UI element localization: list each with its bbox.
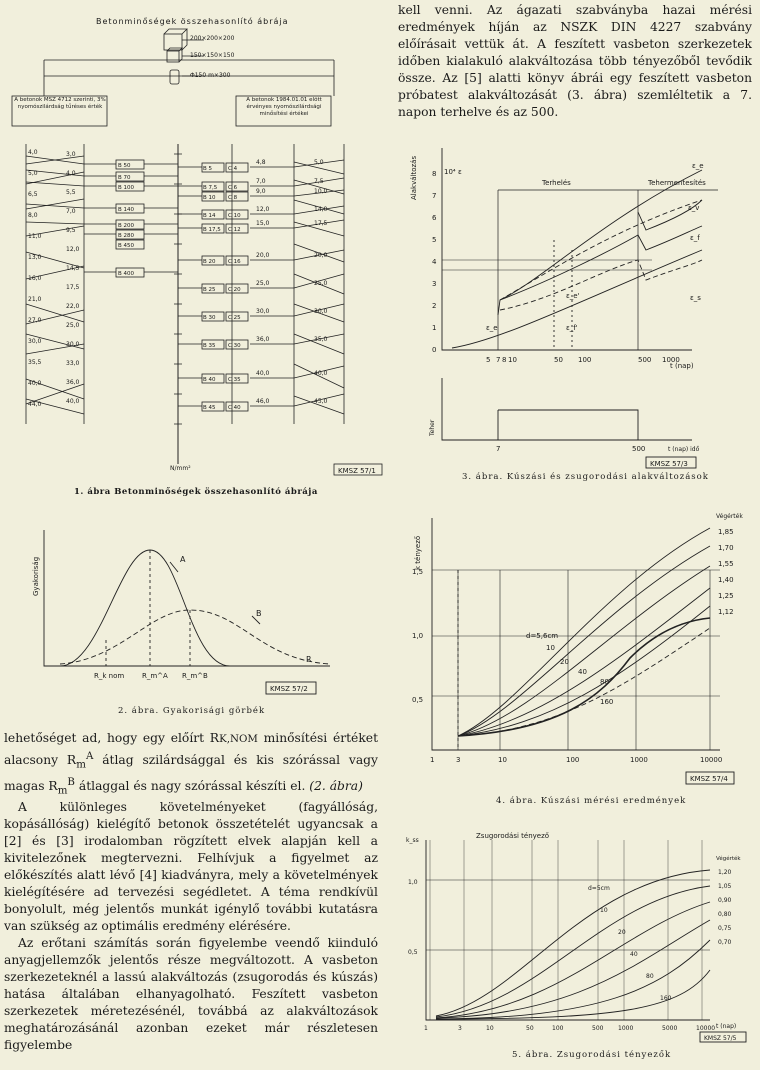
fig1-left-value-12: 44,0	[28, 401, 42, 408]
figure-5-title: Zsugorodási tényező	[476, 832, 550, 840]
fig1-mid-value-0: 3,0	[66, 151, 76, 158]
label-ef-prime: ε_f'	[566, 324, 578, 332]
figure-5-caption: 5. ábra. Zsugorodási tényezők	[512, 1050, 672, 1060]
fig1-right-value-6: 25,0	[256, 280, 270, 287]
fig1-right-class-a-5: B 20	[203, 259, 216, 265]
fig1-left-class-7: B 450	[118, 243, 135, 249]
left-header: A betonok MSZ 4712 szerinti, 3% nyomószilárdság tűréses érték	[14, 97, 106, 110]
fig5-end-value-2: 0,90	[718, 897, 732, 904]
fig1-right-class-a-6: B 25	[203, 287, 216, 293]
fig4-xtick-1: 3	[456, 756, 461, 764]
fig4-ytick-2: 0,5	[412, 696, 424, 704]
fig5-end-value-1: 1,05	[718, 883, 732, 890]
fig1-right-class-b-2: C 8	[228, 195, 238, 201]
fig4-curve-label-4: 80	[600, 678, 609, 686]
fig5-end-value-4: 0,75	[718, 925, 732, 932]
fig1-left-value-11: 40,0	[28, 380, 42, 387]
figure-4	[400, 508, 752, 788]
fig1-left-class-0: B 50	[118, 163, 131, 169]
fig4-xtick-4: 1000	[630, 756, 648, 764]
fig1-left-value-7: 21,0	[28, 296, 42, 303]
fig1-left-value-2: 6,5	[28, 191, 38, 198]
fig3-ytick-0: 0	[432, 346, 437, 354]
paragraph-2: A különleges követelményeket (fagyállóság, kopásállóság) kielégítő betonok összetételét ugyancsak a [2] és [3] irodalomban rögzített elvek alapján kell a kivitelezőnek megtervezni. Felhívjuk a figyelmet az előkészítés alatt lévő [4] kiadványra, mely a követelmények kielégítésére ad tervezési segédletet. A téma rendkívül bonyolult, még jelentős munkát igénylő további kutatásra van szükség az optimális eredmény elérésére.	[4, 800, 378, 934]
fig5-ytick-1: 0,5	[408, 949, 418, 956]
fig1-right-value-4: 15,0	[256, 220, 270, 227]
fig4-end-value-2: 1,55	[718, 560, 734, 568]
fig5-xtick-1: 3	[458, 1025, 462, 1032]
fig4-ytick-0: 1,5	[412, 568, 424, 576]
fig5-curve-label-2: 20	[618, 929, 626, 936]
phase-load: Terhelés	[542, 179, 571, 187]
fig5-curve-label-0: d=5cm	[588, 885, 610, 892]
figure-1-title: Betonminőségek összehasonlító ábrája	[96, 17, 289, 26]
cube-label-2: 150×150×150	[190, 52, 235, 59]
fig3-ytick-3: 3	[432, 280, 437, 288]
figure-5-stamp: KMSZ 57/5	[704, 1035, 737, 1042]
fig1-left-value-4: 11,0	[28, 233, 42, 240]
cube-label-1: 200×200×200	[190, 35, 235, 42]
fig1-right-class-a-8: B 35	[203, 343, 216, 349]
fig5-xtick-2: 10	[486, 1025, 494, 1032]
fig1-right-class-b-6: C 20	[228, 287, 241, 293]
fig4-end-value-1: 1,70	[718, 544, 734, 552]
label-ev: ε_v	[688, 204, 700, 212]
fig1-left-value-8: 27,0	[28, 317, 42, 324]
figure-5	[400, 820, 752, 1050]
fig5-curve-label-4: 80	[646, 973, 654, 980]
mark-rmb: R_m^B	[182, 672, 208, 680]
fig5-curve-label-1: 10	[600, 907, 608, 914]
label-ee-prime: ε_e'	[566, 292, 580, 300]
fig1-right-value-5: 20,0	[256, 252, 270, 259]
fig4-xtick-3: 100	[566, 756, 580, 764]
fig1-right-class-a-1: B 7,5	[203, 185, 218, 191]
figure-2	[30, 520, 370, 700]
fig3-xtick-5: 100	[578, 356, 592, 364]
fig5-xtick-0: 1	[424, 1025, 428, 1032]
fig3-xtick-3: 10	[508, 356, 517, 364]
axis-unit: N/mm²	[170, 465, 191, 472]
figure-5-xlabel: t (nap)	[716, 1023, 737, 1030]
fig1-mid-value-7: 17,5	[66, 284, 80, 291]
fig1-right-class-a-10: B 45	[203, 405, 216, 411]
fig4-curve-label-5: 160	[600, 698, 614, 706]
fig4-curve-label-3: 40	[578, 668, 587, 676]
figure-3-caption: 3. ábra. Kúszási és zsugorodási alakváltozások	[462, 472, 709, 482]
fig1-left-class-3: B 140	[118, 207, 135, 213]
fig1-right-class-a-3: B 14	[203, 213, 216, 219]
fig1-right-class-b-0: C 4	[228, 166, 238, 172]
fig4-curve-label-1: 10	[546, 644, 555, 652]
fig4-xtick-0: 1	[430, 756, 435, 764]
fig1-right-class-b-10: C 40	[228, 405, 241, 411]
fig4-end-value-3: 1,40	[718, 576, 734, 584]
fig1-mid-value-1: 4,0	[66, 170, 76, 177]
figure-5-legend-title: Végérték	[716, 856, 741, 862]
fig1-mid-value-5: 12,0	[66, 246, 80, 253]
fig1-far-right-value-5: 20,0	[314, 252, 328, 259]
right-header: A betonok 1984.01.01 előtt érvényes nyomószilárdsági minősítési értékei	[246, 97, 322, 117]
fig3-xtick-7: 1000	[662, 356, 680, 364]
fig1-far-right-value-9: 40,0	[314, 370, 328, 377]
fig1-right-class-a-7: B 30	[203, 315, 216, 321]
figure-2-drawing	[30, 520, 370, 700]
x-axis-label: R	[306, 655, 312, 664]
fig1-far-right-value-3: 14,0	[314, 206, 328, 213]
bottom-tick-500: 500	[632, 445, 646, 453]
fig1-left-value-0: 4,0	[28, 149, 38, 156]
fig3-ytick-5: 5	[432, 236, 437, 244]
fig1-right-class-b-7: C 25	[228, 315, 241, 321]
fig5-ytick-0: 1,0	[408, 879, 418, 886]
figure-5-ylabel: k_ss	[406, 837, 419, 844]
mark-rma: R_m^A	[142, 672, 168, 680]
fig1-right-value-8: 36,0	[256, 336, 270, 343]
fig4-end-value-5: 1,12	[718, 608, 734, 616]
fig1-left-value-5: 13,0	[28, 254, 42, 261]
fig1-far-right-value-2: 10,0	[314, 188, 328, 195]
fig1-mid-value-3: 7,0	[66, 208, 76, 215]
fig1-right-value-1: 7,0	[256, 178, 266, 185]
fig1-far-right-value-10: 45,0	[314, 398, 328, 405]
curve-b-label: B	[256, 609, 262, 618]
figure-1	[4, 4, 388, 484]
fig4-ytick-1: 1,0	[412, 632, 424, 640]
fig1-right-value-3: 12,0	[256, 206, 270, 213]
fig1-right-class-a-4: B 17,5	[203, 227, 221, 233]
fig1-mid-value-11: 33,0	[66, 360, 80, 367]
fig4-xtick-2: 10	[498, 756, 507, 764]
fig5-xtick-4: 100	[552, 1025, 564, 1032]
fig1-left-class-2: B 100	[118, 185, 135, 191]
fig1-mid-value-2: 5,5	[66, 189, 76, 196]
fig1-left-value-1: 5,0	[28, 170, 38, 177]
fig1-right-value-10: 46,0	[256, 398, 270, 405]
mark-rknom: R_k nom	[94, 672, 125, 680]
fig1-right-value-2: 9,0	[256, 188, 266, 195]
figure-3-drawing	[402, 140, 752, 470]
fig1-mid-value-9: 25,0	[66, 322, 80, 329]
fig1-far-right-value-6: 25,0	[314, 280, 328, 287]
fig5-xtick-7: 5000	[662, 1025, 678, 1032]
fig1-far-right-value-7: 30,0	[314, 308, 328, 315]
fig3-ytick-4: 4	[432, 258, 437, 266]
fig1-left-class-6: B 400	[118, 271, 135, 277]
fig5-end-value-3: 0,80	[718, 911, 732, 918]
fig3-xtick-2: 8	[502, 356, 507, 364]
fig1-mid-value-13: 40,0	[66, 398, 80, 405]
fig1-mid-value-8: 22,0	[66, 303, 80, 310]
fig1-far-right-value-8: 35,0	[314, 336, 328, 343]
figure-3-bottom-label: Teher	[429, 419, 436, 436]
fig1-right-class-a-9: B 40	[203, 377, 216, 383]
label-ee: ε_e	[692, 162, 704, 170]
fig1-right-class-a-0: B 5	[203, 166, 213, 172]
figure-1-stamp: KMSZ 57/1	[338, 467, 376, 475]
end-value-title: Végérték	[716, 513, 743, 520]
fig5-xtick-8: 10000	[696, 1025, 716, 1032]
fig4-end-value-0: 1,85	[718, 528, 734, 536]
fig1-right-value-0: 4,8	[256, 159, 266, 166]
figure-2-stamp: KMSZ 57/2	[270, 685, 308, 693]
label-es: ε_s	[690, 294, 701, 302]
fig1-mid-value-12: 36,0	[66, 379, 80, 386]
fig1-far-right-value-0: 5,0	[314, 159, 324, 166]
fig1-left-class-1: B 70	[118, 175, 131, 181]
figure-3	[402, 140, 752, 470]
right-body-text	[398, 2, 752, 121]
fig3-xtick-0: 5	[486, 356, 491, 364]
fig4-curve-label-0: d=5,6cm	[526, 632, 559, 640]
fig5-xtick-3: 50	[526, 1025, 534, 1032]
fig1-left-class-5: B 280	[118, 233, 135, 239]
fig1-left-value-3: 8,0	[28, 212, 38, 219]
fig1-right-class-a-2: B 10	[203, 195, 216, 201]
paragraph-3: Az erőtani számítás során figyelembe veendő kiinduló anyagjellemzők jelentős része megváltozott. A vasbeton szerkezeteknél a lassú alakváltozás (zsugorodás és kúszás) hatása általában elhanyagolható. Feszített vasbeton szerkezetek méretezésénél, továbbá az alakváltozások meghatározásánál azonban ezeket már részletesen figyelembe	[4, 936, 378, 1053]
cube-label-3: Φ150 m×300	[190, 72, 231, 79]
fig5-end-value-5: 0,70	[718, 939, 732, 946]
figure-4-stamp: KMSZ 57/4	[690, 775, 728, 783]
fig5-curve-label-3: 40	[630, 951, 638, 958]
label-ef: ε_f	[690, 234, 700, 242]
label-ee-2: ε_e	[486, 324, 498, 332]
fig3-ytick-6: 6	[432, 214, 437, 222]
fig3-xtick-6: 500	[638, 356, 652, 364]
fig4-curve-label-2: 20	[560, 658, 569, 666]
fig3-ytick-7: 7	[432, 192, 437, 200]
figure-3-ylabel: Alakváltozás	[410, 155, 418, 200]
fig5-curve-label-5: 160	[660, 995, 672, 1002]
left-body-text	[4, 730, 378, 1054]
fig1-right-class-b-4: C 12	[228, 227, 241, 233]
fig1-left-value-9: 30,0	[28, 338, 42, 345]
figure-2-caption: 2. ábra. Gyakorisági görbék	[118, 706, 266, 716]
fig1-left-class-4: B 200	[118, 223, 135, 229]
fig1-right-class-b-3: C 10	[228, 213, 241, 219]
fig3-ytick-2: 2	[432, 302, 437, 310]
fig1-right-value-9: 40,0	[256, 370, 270, 377]
fig1-left-value-10: 35,5	[28, 359, 42, 366]
figure-3-stamp: KMSZ 57/3	[650, 460, 688, 468]
fig1-mid-value-10: 30,0	[66, 341, 80, 348]
figure-4-drawing	[400, 508, 752, 788]
fig3-xtick-4: 50	[554, 356, 563, 364]
figure-1-caption: 1. ábra Betonminőségek összehasonlító ábrája	[74, 487, 318, 497]
figure-4-ylabel: k tényező	[414, 535, 422, 570]
fig3-xtick-1: 7	[496, 356, 501, 364]
fig1-far-right-value-4: 17,5	[314, 220, 328, 227]
fig4-xtick-5: 10000	[700, 756, 723, 764]
fig1-mid-value-4: 9,5	[66, 227, 76, 234]
fig1-far-right-value-1: 7,5	[314, 178, 324, 185]
fig3-ytick-1: 1	[432, 324, 437, 332]
figure-1-drawing	[4, 4, 388, 484]
paragraph-right-top: kell venni. Az ágazati szabványba hazai mérési eredmények híján az NSZK DIN 4227 szabvány előírásait vettük át. A feszített vasbeton szerkezetek időben kialakuló alakváltozása több tényezőből tevődik össze. Az [5] alatti könyv ábrái egy feszített vasbeton próbatest alakváltozását (3. ábra) szemléltetik a 7. napon terhelve és az 500.	[398, 3, 752, 119]
bottom-xlabel: t (nap) idő	[668, 446, 700, 453]
curve-a-label: A	[180, 555, 186, 564]
figure-2-ylabel: Gyakoriság	[32, 556, 40, 596]
fig1-mid-value-6: 14,5	[66, 265, 80, 272]
paragraph-1: lehetőséget ad, hogy egy előírt RK,NOM minősítési értéket alacsony $R_m^A$ átlag szilárdsággal és kis szórással vagy magas $R_m^B$ átlaggal és nagy szórással készíti el. (2. ábra)	[4, 731, 379, 797]
figure-5-drawing	[400, 820, 752, 1050]
fig1-left-value-6: 16,0	[28, 275, 42, 282]
fig1-right-class-b-8: C 30	[228, 343, 241, 349]
fig4-end-value-4: 1,25	[718, 592, 734, 600]
fig1-right-class-b-9: C 35	[228, 377, 241, 383]
figure-4-caption: 4. ábra. Kúszási mérési eredmények	[496, 796, 687, 806]
fig5-xtick-6: 1000	[618, 1025, 634, 1032]
fig3-ytick-8: 8	[432, 170, 437, 178]
fig1-right-class-b-1: C 6	[228, 185, 238, 191]
phase-unload: Tehermentesítés	[648, 179, 706, 187]
fig1-right-class-b-5: C 16	[228, 259, 241, 265]
figure-3-yunit: 10⁴ ε	[444, 168, 462, 176]
fig5-end-value-0: 1,20	[718, 869, 732, 876]
fig1-right-value-7: 30,0	[256, 308, 270, 315]
fig5-xtick-5: 500	[592, 1025, 604, 1032]
bottom-tick-7: 7	[496, 445, 501, 453]
figure-3-xlabel: t (nap)	[670, 362, 694, 370]
